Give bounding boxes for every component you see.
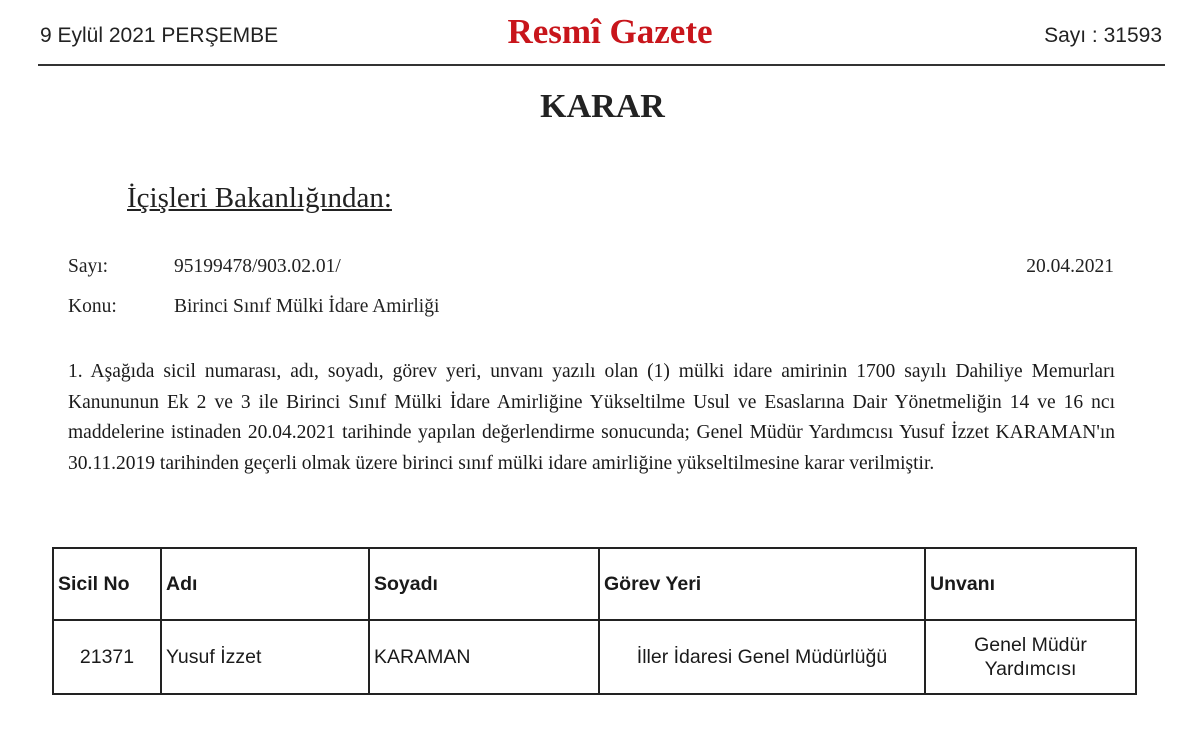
publication-date: 9 Eylül 2021 PERŞEMBE xyxy=(40,24,279,47)
cell-sicil-no: 21371 xyxy=(53,620,161,694)
sayi-row xyxy=(68,256,341,278)
cell-gorev-yeri: İller İdaresi Genel Müdürlüğü xyxy=(599,620,925,694)
header-soyadi: Soyadı xyxy=(369,548,599,620)
header-sicil-no: Sicil No xyxy=(53,548,161,620)
ministry-heading: İçişleri Bakanlığından: xyxy=(127,182,392,214)
header-gorev-yeri: Görev Yeri xyxy=(599,548,925,620)
cell-unvani xyxy=(925,620,1136,694)
table-row xyxy=(53,620,1136,694)
konu-value: Birinci Sınıf Mülki İdare Amirliği xyxy=(174,296,440,317)
sayi-label: Sayı: xyxy=(68,256,109,277)
decision-table xyxy=(52,547,1137,695)
header-divider xyxy=(38,64,1165,66)
issue-number: Sayı : 31593 xyxy=(1044,24,1162,47)
cell-adi: Yusuf İzzet xyxy=(161,620,369,694)
document-date: 20.04.2021 xyxy=(1026,256,1114,277)
document-title: KARAR xyxy=(540,88,665,125)
unvani-line2: Yardımcısı xyxy=(984,658,1077,680)
gazette-title: Resmî Gazete xyxy=(507,12,713,51)
konu-row xyxy=(68,296,439,318)
sayi-value: 95199478/903.02.01/ xyxy=(174,256,341,277)
header-adi: Adı xyxy=(161,548,369,620)
decision-paragraph: 1. Aşağıda sicil numarası, adı, soyadı, görev yeri, unvanı yazılı olan (1) mülki idare amirinin 1700 sayılı Dahiliye Memurları Kanununun Ek 2 ve 3 ile Birinci Sınıf Mülki İdare Amirliğine Yükseltilme Usul ve Esaslarına Dair Yönetmeliğin 14 ve 16 ncı maddelerine istinaden 20.04.2021 tarihinde yapılan değerlendirme sonucunda; Genel Müdür Yardımcısı Yusuf İzzet KARAMAN'ın 30.11.2019 tarihinden geçerli olmak üzere birinci sınıf mülki idare amirliğine yükseltilmesine karar verilmiştir. xyxy=(68,361,1115,474)
cell-soyadi: KARAMAN xyxy=(369,620,599,694)
table-header-row xyxy=(53,548,1136,620)
konu-label: Konu: xyxy=(68,296,117,317)
unvani-line1: Genel Müdür xyxy=(974,634,1087,656)
header-unvani: Unvanı xyxy=(925,548,1136,620)
